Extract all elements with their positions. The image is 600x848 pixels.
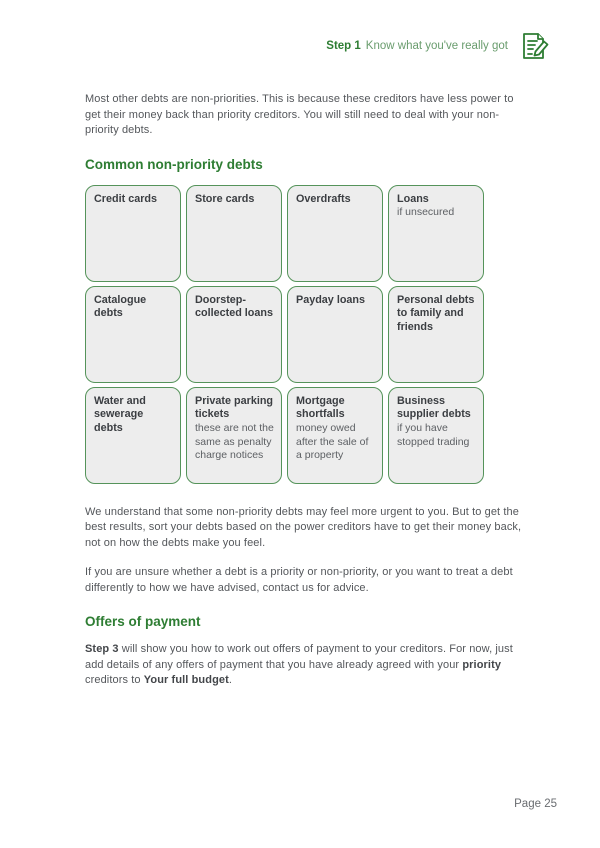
- debt-card-store-cards: [186, 185, 282, 282]
- offers-heading: Offers of payment: [85, 614, 201, 629]
- intro-paragraph: Most other debts are non-priorities. This is because these creditors have less power to get their money back than priority creditors. You will still need to deal with your non-priority debts.: [85, 93, 514, 136]
- debt-card-loans: [388, 185, 484, 282]
- debt-card-private-parking: [186, 387, 282, 484]
- debt-card-title: Water and sewerage debts: [94, 394, 146, 435]
- understand-paragraph: We understand that some non-priority debts may feel more urgent to you. But to get the best results, sort your debts based on the power creditors have to get their money back, not on how the debts make you feel.: [85, 505, 522, 549]
- unsure-paragraph: If you are unsure whether a debt is a priority or non-priority, or you want to treat a debt differently to how we have advised, contact us for advice.: [85, 566, 513, 594]
- non-priority-heading: Common non-priority debts: [85, 156, 263, 172]
- debt-card-note: if you have stopped trading: [397, 422, 470, 448]
- debt-card-title: Doorstep-collected loans: [195, 293, 274, 320]
- debt-card-title: Store cards: [195, 192, 255, 205]
- page-number: Page 25: [514, 798, 557, 810]
- debt-card-business-supplier: [388, 387, 484, 484]
- offers-text-2: creditors to: [85, 674, 144, 686]
- step-label: Step 1: [326, 40, 361, 52]
- debt-card-payday-loans: [287, 286, 383, 383]
- debt-card-title: Overdrafts: [296, 192, 351, 205]
- debt-card-overdrafts: [287, 185, 383, 282]
- debt-card-catalogue-debts: [85, 286, 181, 383]
- debt-card-title: Mortgage shortfalls: [296, 394, 345, 421]
- page-header: [326, 30, 550, 62]
- offers-bold-priority: priority: [462, 658, 502, 671]
- offers-bold-step3: Step 3: [85, 643, 119, 655]
- offers-text-3: .: [228, 674, 233, 686]
- debt-card-title: Payday loans: [296, 293, 366, 306]
- step-title: Know what you've really got: [365, 40, 508, 52]
- page-content: [85, 92, 525, 689]
- document-pencil-icon: [520, 30, 550, 62]
- debt-card-credit-cards: [85, 185, 181, 282]
- debt-card-note: these are not the same as penalty charge notices: [195, 422, 274, 462]
- offers-paragraph: [85, 642, 525, 689]
- debt-card-note: money owed after the sale of a property: [296, 422, 369, 462]
- debt-card-title: Business supplier debts: [397, 394, 471, 421]
- non-priority-debts-grid: [85, 185, 525, 484]
- debt-card-title: Personal debts to family and friends: [397, 293, 475, 334]
- debt-card-title: Catalogue debts: [94, 293, 147, 320]
- debt-card-title: Loans: [397, 192, 429, 205]
- offers-text-1: will show you how to work out offers of payment to your creditors. For now, just add details of any offers of payment that you have already agreed with your: [85, 643, 513, 671]
- debt-card-personal-debts: [388, 286, 484, 383]
- header-step-line: [326, 39, 508, 53]
- offers-bold-budget: Your full budget: [143, 674, 229, 686]
- debt-card-water-sewerage: [85, 387, 181, 484]
- debt-card-mortgage-shortfalls: [287, 387, 383, 484]
- debt-card-title: Private parking tickets: [195, 394, 274, 421]
- debt-card-note: if unsecured: [397, 206, 455, 219]
- debt-card-doorstep-loans: [186, 286, 282, 383]
- debt-card-title: Credit cards: [94, 192, 158, 205]
